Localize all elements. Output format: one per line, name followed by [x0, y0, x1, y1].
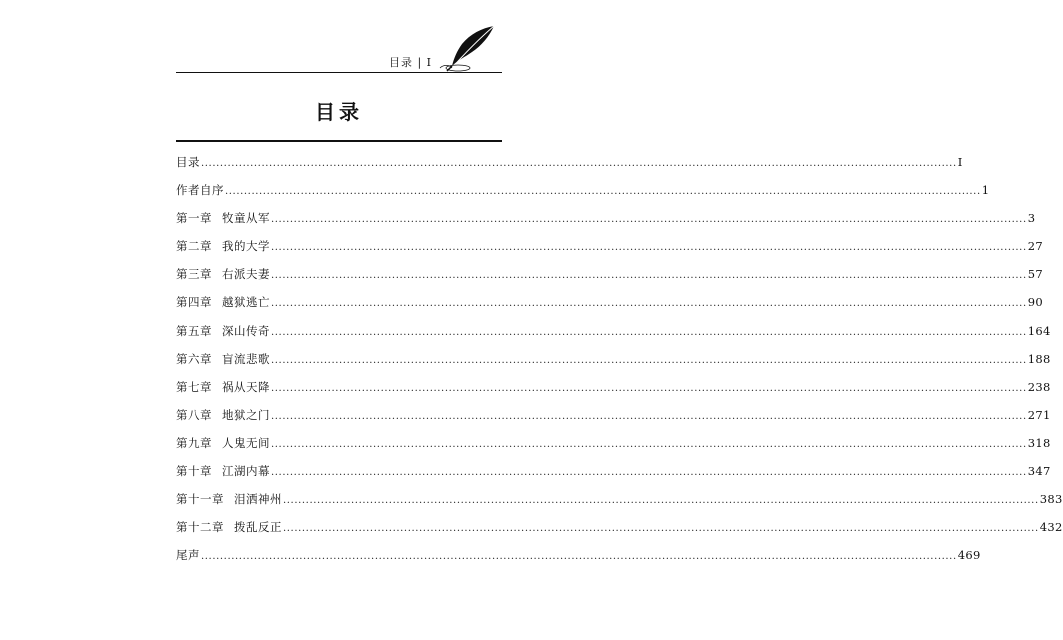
toc-chapter-title: 地狱之门 [222, 407, 270, 422]
toc-entry[interactable] [176, 435, 1051, 463]
toc-dot-leader: ........................................................................................................................................................................................................ [271, 270, 1027, 282]
toc-chapter-title: 泪洒神州 [234, 492, 282, 507]
toc-chapter-title: 拨乱反正 [234, 520, 282, 535]
toc-entry-label [176, 182, 224, 198]
toc-chapter-title: 人鬼无间 [222, 435, 270, 450]
toc-entry[interactable] [176, 154, 963, 182]
toc-chapter-number: 第十章 [176, 464, 212, 479]
toc-chapter-number: 第七章 [176, 379, 212, 394]
toc-chapter-title: 深山传奇 [222, 323, 270, 338]
toc-dot-leader: ........................................................................................................................................................................................................ [271, 410, 1027, 422]
feather-quill-icon [432, 24, 498, 72]
toc-chapter-number: 第四章 [176, 295, 212, 310]
toc-chapter-title: 牧童从军 [222, 211, 270, 226]
toc-dot-leader: ........................................................................................................................................................................................................ [271, 242, 1027, 254]
toc-entry[interactable] [176, 379, 1051, 407]
title-rule [176, 140, 502, 142]
toc-chapter-title: 盲流悲歌 [222, 351, 270, 366]
toc-entry-label [176, 519, 282, 535]
toc-page-number: 188 [1027, 351, 1051, 366]
toc-entry[interactable] [176, 351, 1051, 379]
toc-page-number: 164 [1027, 323, 1051, 338]
toc-entry-label [176, 154, 200, 170]
toc-entry-label [176, 351, 270, 367]
toc-entry-label [176, 463, 270, 479]
toc-page-number: 1 [981, 183, 990, 198]
toc-entry-label [176, 407, 270, 423]
toc-entry[interactable] [176, 238, 1043, 266]
toc-entry[interactable] [176, 407, 1051, 435]
header-rule [176, 72, 502, 73]
running-header-text: 目录 | I [388, 56, 432, 69]
toc-page-number: 57 [1027, 267, 1043, 282]
toc-chapter-title: 祸从天降 [222, 379, 270, 394]
toc-entry[interactable] [176, 519, 1063, 547]
toc-chapter-number: 第五章 [176, 323, 212, 338]
toc-dot-leader: ........................................................................................................................................................................................................ [283, 495, 1039, 507]
running-header [176, 22, 502, 74]
toc-chapter-number: 第一章 [176, 211, 212, 226]
toc-dot-leader: ........................................................................................................................................................................................................ [283, 523, 1039, 535]
toc-page-number: 383 [1039, 492, 1063, 507]
toc-chapter-number: 尾声 [176, 548, 200, 563]
toc-chapter-number: 第二章 [176, 239, 212, 254]
toc-entry-label [176, 379, 270, 395]
toc-entry[interactable] [176, 547, 981, 575]
toc-dot-leader: ........................................................................................................................................................................................................ [225, 186, 981, 198]
toc-dot-leader: ........................................................................................................................................................................................................ [201, 551, 957, 563]
toc-entry[interactable] [176, 210, 1036, 238]
toc-chapter-number: 第九章 [176, 435, 212, 450]
toc-dot-leader: ........................................................................................................................................................................................................ [271, 382, 1027, 394]
toc-dot-leader: ........................................................................................................................................................................................................ [271, 354, 1027, 366]
table-of-contents [176, 154, 1063, 575]
toc-dot-leader: ........................................................................................................................................................................................................ [271, 214, 1027, 226]
toc-chapter-number: 第八章 [176, 407, 212, 422]
toc-page-number: 27 [1027, 239, 1043, 254]
toc-entry[interactable] [176, 294, 1043, 322]
toc-page-number: 432 [1039, 520, 1063, 535]
toc-entry-label [176, 323, 270, 339]
toc-page-number: 271 [1027, 407, 1051, 422]
toc-page-number: I [957, 155, 963, 169]
toc-chapter-number: 目录 [176, 155, 200, 169]
toc-entry-label [176, 238, 270, 254]
toc-chapter-number: 第十一章 [176, 492, 224, 507]
toc-chapter-number: 第三章 [176, 267, 212, 282]
toc-entry-label [176, 294, 270, 310]
toc-dot-leader: ........................................................................................................................................................................................................ [201, 158, 957, 169]
toc-chapter-number: 作者自序 [176, 183, 224, 198]
toc-entry-label [176, 435, 270, 451]
toc-entry[interactable] [176, 323, 1051, 351]
toc-chapter-title: 我的大学 [222, 239, 270, 254]
toc-entry-label [176, 266, 270, 282]
toc-dot-leader: ........................................................................................................................................................................................................ [271, 326, 1027, 338]
toc-chapter-title: 江湖内幕 [222, 464, 270, 479]
toc-chapter-number: 第六章 [176, 351, 212, 366]
toc-entry-label [176, 210, 270, 226]
toc-dot-leader: ........................................................................................................................................................................................................ [271, 467, 1027, 479]
toc-page-number: 318 [1027, 435, 1051, 450]
page-title: 目录 [315, 100, 363, 124]
toc-entry[interactable] [176, 491, 1063, 519]
toc-entry-label [176, 547, 200, 563]
toc-page-number: 238 [1027, 379, 1051, 394]
toc-chapter-number: 第十二章 [176, 520, 224, 535]
toc-page-number: 3 [1027, 211, 1036, 226]
toc-entry[interactable] [176, 266, 1043, 294]
toc-page-number: 469 [957, 548, 981, 563]
toc-chapter-title: 越狱逃亡 [222, 295, 270, 310]
toc-dot-leader: ........................................................................................................................................................................................................ [271, 298, 1027, 310]
toc-entry-label [176, 491, 282, 507]
toc-dot-leader: ........................................................................................................................................................................................................ [271, 438, 1027, 450]
toc-page-number: 347 [1027, 464, 1051, 479]
toc-chapter-title: 右派夫妻 [222, 267, 270, 282]
toc-entry[interactable] [176, 182, 990, 210]
toc-page-number: 90 [1027, 295, 1043, 310]
toc-entry[interactable] [176, 463, 1051, 491]
